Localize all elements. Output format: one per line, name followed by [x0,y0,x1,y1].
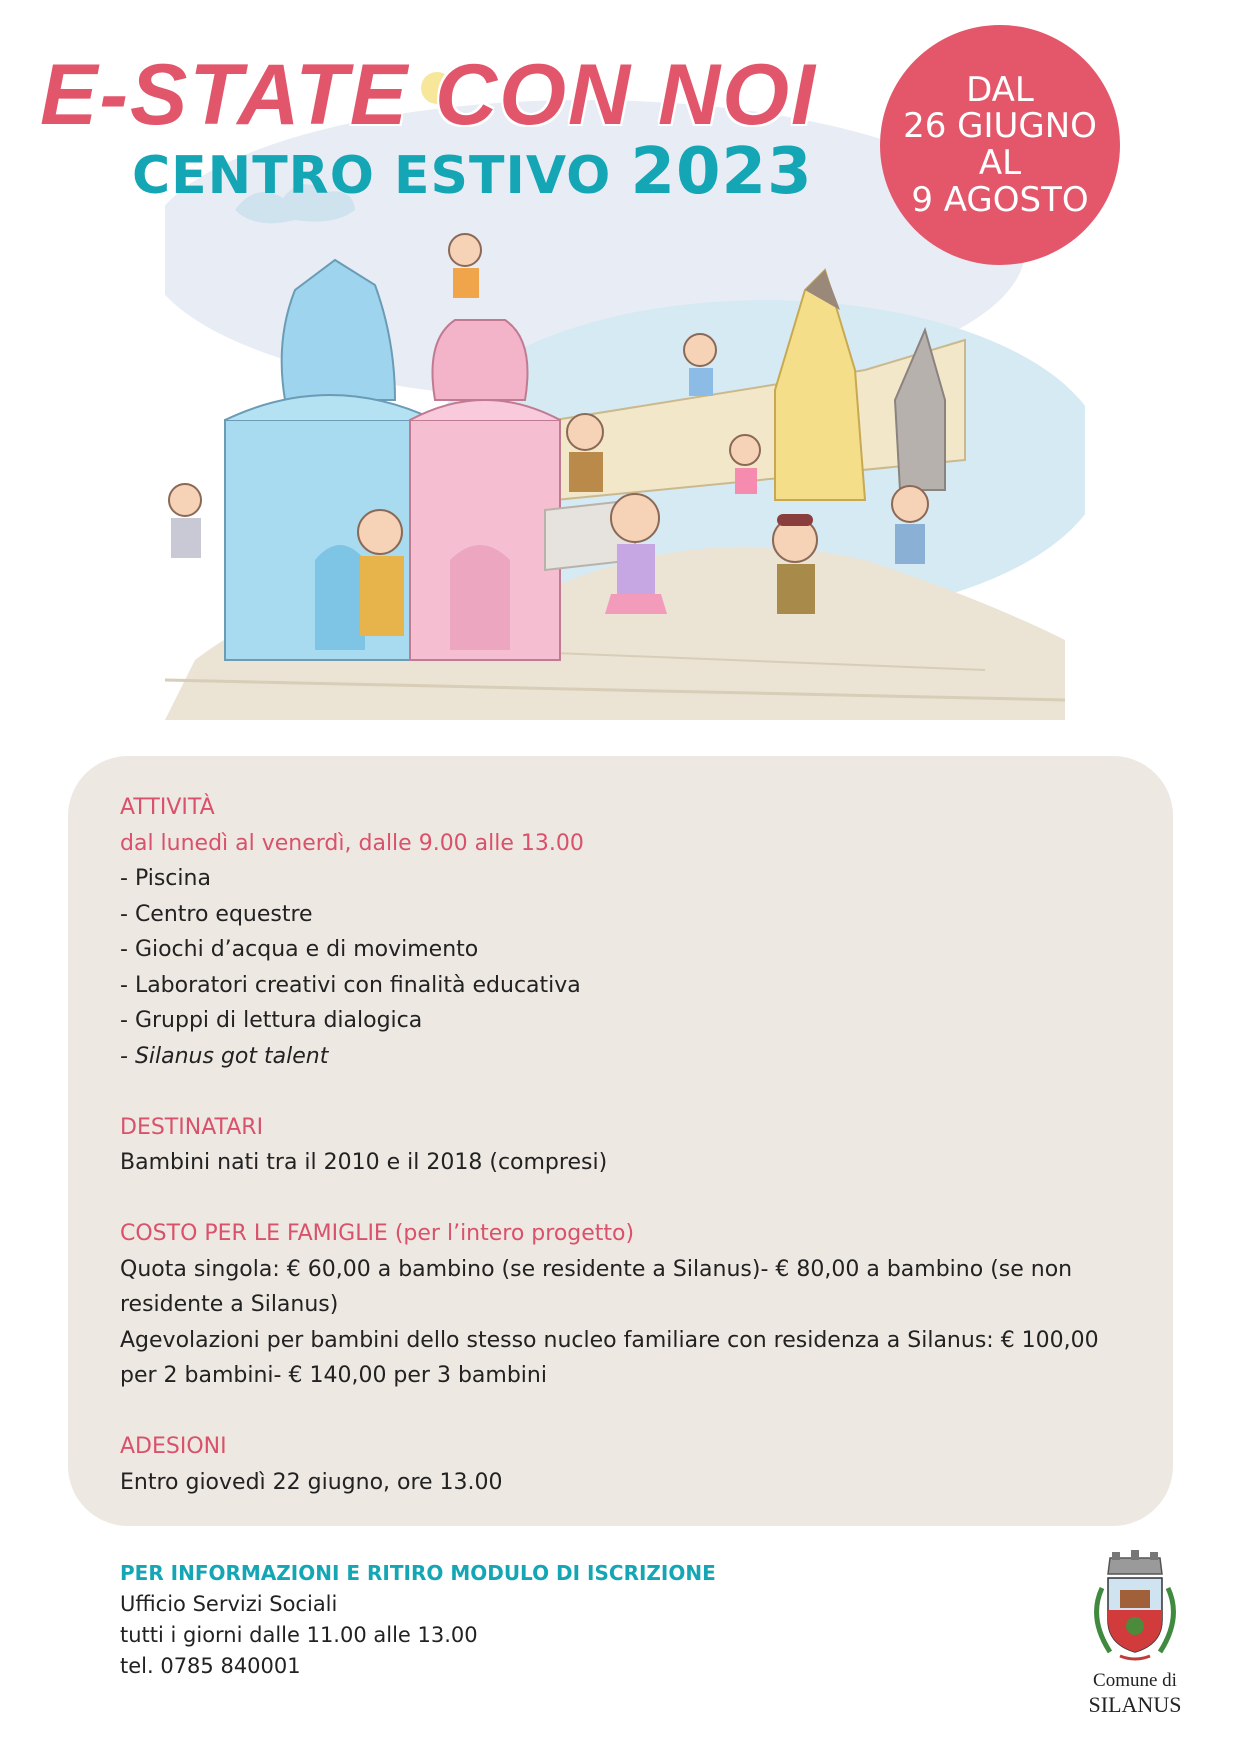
contact-phone: tel. 0785 840001 [120,1654,301,1678]
list-item: - Centro equestre [120,897,1140,933]
contact-hours: tutti i giorni dalle 11.00 alle 13.00 [120,1623,478,1647]
costo-heading-note: (per l’intero progetto) [394,1221,635,1246]
contact-info [120,1558,716,1682]
section-costo [120,1216,1140,1394]
schedule-text: dal lunedì al venerdì, dalle 9.00 alle 13.00 [120,830,584,856]
section-adesioni [120,1429,1140,1500]
date-badge-line: DAL [966,69,1034,110]
date-badge-line: AL [978,143,1022,183]
subtitle-text: CENTRO ESTIVO [132,146,612,206]
contact-office: Ufficio Servizi Sociali [120,1592,338,1616]
page-title: E-STATE CON NOI [40,47,817,143]
section-heading: DESTINATARI [120,1114,264,1140]
section-heading: ATTIVITÀ [120,795,215,820]
list-item: - Gruppi di lettura dialogica [120,1003,1140,1039]
agevolazioni-text: Agevolazioni per bambini dello stesso nucleo familiare con residenza a Silanus: € 100,00 per 2 bambini- € 140,00 per 3 bambini [120,1327,1099,1388]
date-badge-line: 9 AGOSTO [911,179,1089,220]
municipal-crest-icon [1080,1548,1190,1668]
activity-list [120,861,1140,1074]
section-heading [120,1216,1140,1252]
destinatari-text: Bambini nati tra il 2010 e il 2018 (compresi) [120,1150,608,1175]
page-subtitle [132,135,813,209]
section-destinatari [120,1110,1140,1181]
info-content [120,790,1140,1500]
contact-heading: PER INFORMAZIONI E RITIRO MODULO DI ISCRIZIONE [120,1561,716,1585]
costo-heading: COSTO PER LE FAMIGLIE [120,1221,388,1246]
list-item: - Piscina [120,861,1140,897]
adesioni-text: Entro giovedì 22 giugno, ore 13.00 [120,1469,503,1495]
crest-caption-line1: Comune di [1093,1670,1177,1691]
date-badge-line: 26 GIUGNO [903,106,1097,147]
crest-caption-line2: SILANUS [1088,1692,1182,1717]
list-item: - Laboratori creativi con finalità educativa [120,968,1140,1004]
list-item: - Silanus got talent [120,1039,1140,1075]
section-heading: ADESIONI [120,1434,227,1459]
section-attivita [120,790,1140,1074]
quota-text: Quota singola: € 60,00 a bambino (se residente a Silanus)- € 80,00 a bambino (se non residente a Silanus) [120,1256,1073,1317]
date-badge [880,25,1120,265]
list-item: - Giochi d’acqua e di movimento [120,932,1140,968]
crest-caption [1060,1670,1210,1718]
subtitle-year: 2023 [630,135,813,209]
